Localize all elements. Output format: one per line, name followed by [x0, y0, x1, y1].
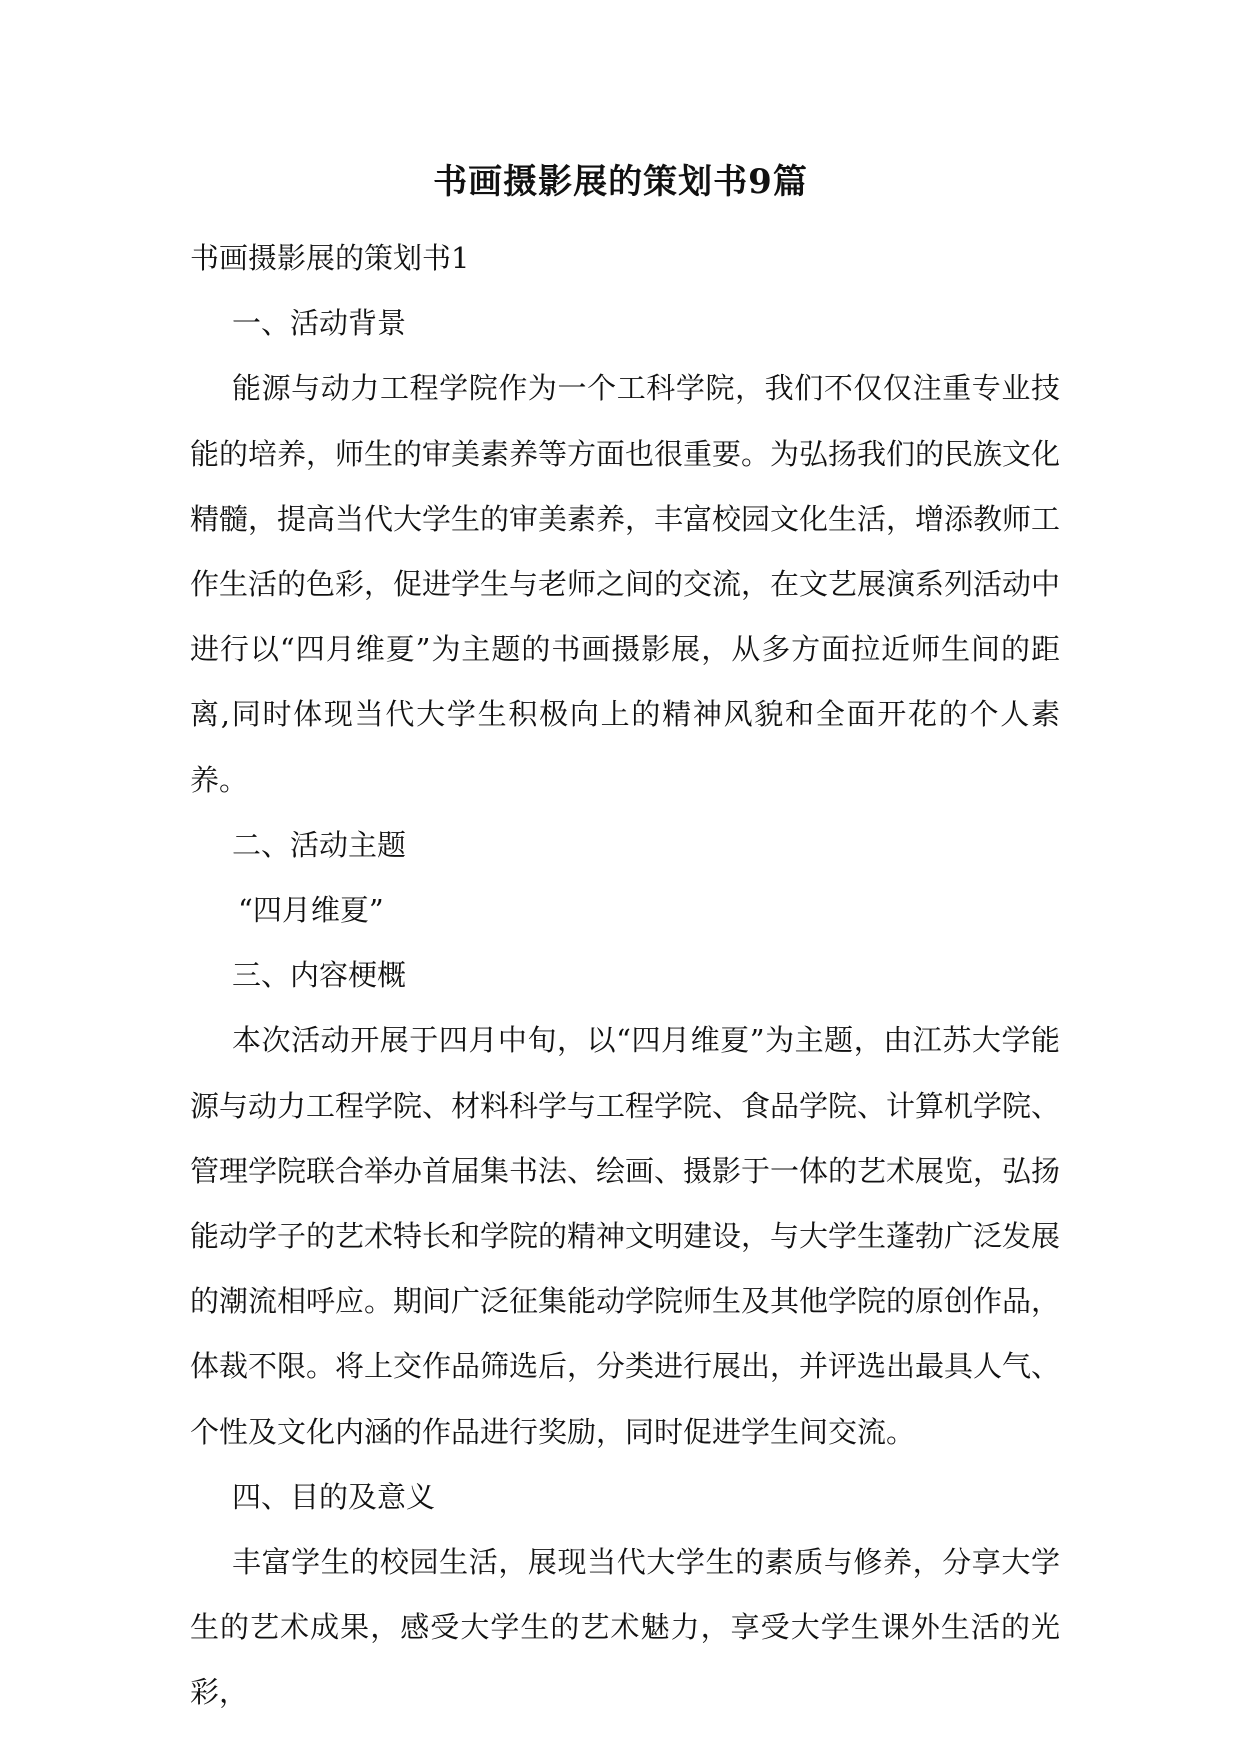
document-body — [190, 226, 1060, 1726]
paragraph-purpose: 丰富学生的校园生活，展现当代大学生的素质与修养，分享大学生的艺术成果，感受大学生的艺术魅力，享受大学生课外生活的光彩， — [190, 1545, 1060, 1710]
section-heading-purpose: 四、目的及意义 — [232, 1479, 436, 1514]
paragraph-summary: 本次活动开展于四月中旬，以“四月维夏”为主题，由江苏大学能源与动力工程学院、材料科学与工程学院、食品学院、计算机学院、管理学院联合举办首届集书法、绘画、摄影于一体的艺术展览，弘扬能动学子的艺术特长和学院的精神文明建设，与大学生蓬勃广泛发展的潮流相呼应。期间广泛征集能动学院师生及其他学院的原创作品，体裁不限。将上交作品筛选后，分类进行展出，并评选出最具人气、个性及文化内涵的作品进行奖励，同时促进学生间交流。 — [190, 1023, 1061, 1449]
section-heading-background: 一、活动背景 — [232, 306, 407, 341]
document-subtitle: 书画摄影展的策划书1 — [190, 241, 470, 275]
document-title: 书画摄影展的策划书9篇 — [433, 162, 808, 202]
paragraph-theme: “四月维夏” — [238, 893, 384, 928]
paragraph-background: 能源与动力工程学院作为一个工科学院，我们不仅仅注重专业技能的培养，师生的审美素养等方面也很重要。为弘扬我们的民族文化精髓，提高当代大学生的审美素养，丰富校园文化生活，增添教师工作生活的色彩，促进学生与老师之间的交流，在文艺展演系列活动中进行以“四月维夏”为主题的书画摄影展，从多方面拉近师生间的距离,同时体现当代大学生积极向上的精神风貌和全面开花的个人素养。 — [190, 371, 1061, 797]
section-heading-summary: 三、内容梗概 — [232, 958, 407, 993]
section-heading-theme: 二、活动主题 — [232, 827, 407, 862]
